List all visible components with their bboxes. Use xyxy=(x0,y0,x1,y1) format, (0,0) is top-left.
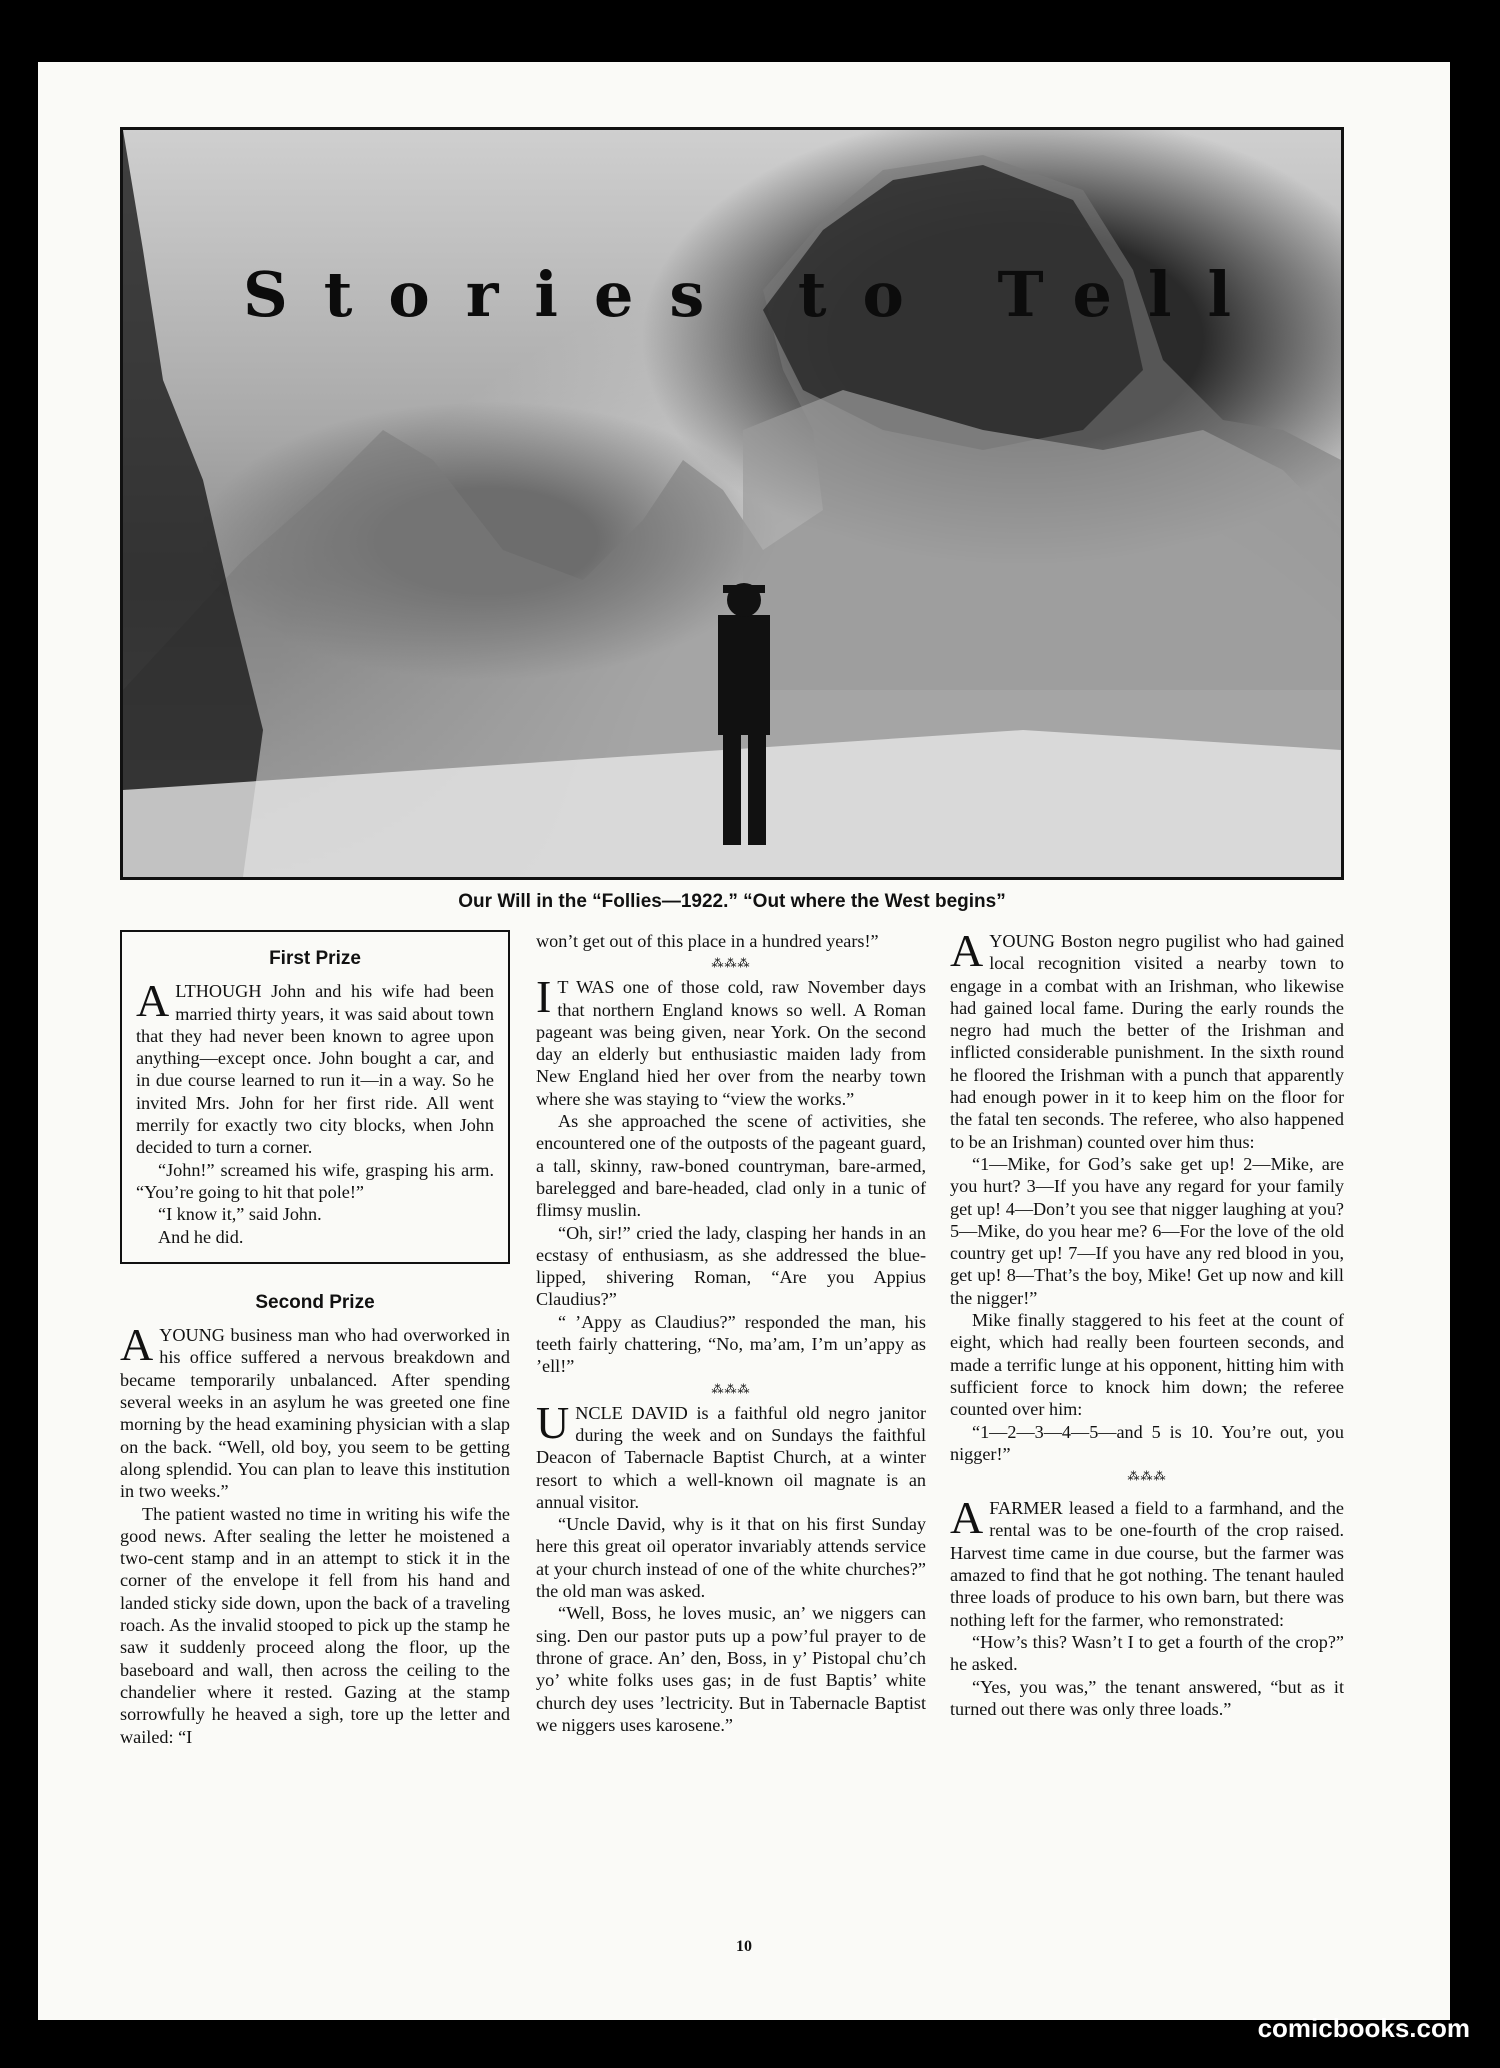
second-prize-heading: Second Prize xyxy=(255,1291,375,1313)
column-middle xyxy=(536,930,926,1736)
drop-cap: A xyxy=(950,1492,984,1544)
lead-word: YOUNG xyxy=(159,1325,225,1346)
uncle-david-paragraph: UNCLE DAVID is a faithful old negro janitor during the week and on Sundays the faithful Deacon of Tabernacle Baptist Church, at a winter resort to which a well-known oil magnate is an annual visitor. xyxy=(536,1396,927,1512)
lead-word: FARMER xyxy=(989,1498,1063,1519)
section-separator: ⁂⁂⁂ xyxy=(1127,1469,1167,1484)
drop-cap: A xyxy=(136,975,170,1027)
column-left xyxy=(120,930,510,1748)
farmer-story-paragraph: “How’s this? Wasn’t I to get a fourth of the crop?” he asked. xyxy=(950,1631,1344,1675)
uncle-david-paragraph: “Uncle David, why is it that on his first Sunday here this great oil operator invariably attends service at your church instead of one of the white churches?” the old man was asked. xyxy=(536,1514,926,1602)
lead-word: YOUNG xyxy=(989,931,1055,951)
roman-story-paragraph: “Oh, sir!” cried the lady, clasping her hands in an ecstasy of enthusiasm, as she addressed the blue-lipped, shivering Roman, “Are you Appius Claudius?” xyxy=(536,1222,926,1310)
section-separator: ⁂⁂⁂ xyxy=(711,1381,751,1396)
second-prize-paragraph: AYOUNG business man who had overworked in his office suffered a nervous breakdown and became temporarily unbalanced. After spending several weeks in an asylum he was greeted one fine morning by the head examining physician with a slap on the back. “Well, old boy, you seem to be getting along splendid. You can plan to leave this institution in two weeks.” xyxy=(120,1319,510,1502)
magazine-page xyxy=(38,62,1450,2020)
roman-story-paragraph: I T WAS one of those cold, raw November days that northern England knows so well. A Roman pageant was being given, near York. On the second day an elderly but enthusiastic maiden lady from New England hied her over from the nearby town where she was staying to “view the works.” xyxy=(536,971,926,1109)
page-number: 10 xyxy=(736,1938,752,1955)
lead-word: T WAS xyxy=(557,977,615,998)
first-prize-box xyxy=(120,930,510,1264)
lead-word: LTHOUGH xyxy=(175,981,262,1002)
second-prize-continued: won’t get out of this place in a hundred years!” xyxy=(536,931,879,951)
column-right xyxy=(950,925,1344,1720)
farmer-story-paragraph: AFARMER leased a field to a farmhand, and the rental was to be one-fourth of the crop raised. Harvest time came in due course, but the farmer was amazed to find that he got nothing. The tenant hauled three loads of produce to his own barn, but there was nothing left for the farmer, who remonstrated: xyxy=(950,1492,1344,1630)
drop-cap: U xyxy=(536,1396,570,1448)
header-photograph xyxy=(120,127,1344,880)
first-prize-paragraph: “I know it,” said John. xyxy=(158,1204,322,1225)
drop-cap: A xyxy=(950,925,984,976)
first-prize-heading: First Prize xyxy=(269,948,361,969)
roman-story-paragraph: As she approached the scene of activities, she encountered one of the outposts of the pageant guard, a tall, skinny, raw-boned countryman, bare-armed, barelegged and bare-headed, clad only in a tunic of flimsy muslin. xyxy=(536,1111,926,1221)
lead-word: NCLE DAVID xyxy=(575,1402,688,1423)
second-prize-paragraph: The patient wasted no time in writing his wife the good news. After sealing the letter he moistened a two-cent stamp and in an attempt to stick it in the corner of the envelope it fell from his hand and landed sticky side down, upon the back of a traveling roach. As the invalid stooped to pick up the stamp he saw it suddenly proceed along the floor, up the baseboard and wall, then across the ceiling to the chandelier where it rested. Gazing at the stamp sorrowfully he heaved a sigh, tore up the letter and wailed: “I xyxy=(120,1503,510,1747)
source-watermark: comicbooks.com xyxy=(1257,2013,1470,2043)
boxer-story-paragraph: “1—Mike, for God’s sake get up! 2—Mike, are you hurt? 3—If you have any regard for your family get up! 4—Don’t you see that nigger laughing at you? 5—Mike, do you hear me? 6—For the love of the old country get up! 7—If you have any red blood in you, get up! 8—That’s the boy, Mike! Get up now and kill the nigger!” xyxy=(950,1153,1344,1308)
first-prize-paragraph: And he did. xyxy=(158,1226,244,1247)
first-prize-paragraph: ALTHOUGH John and his wife had been married thirty years, it was said about town that they had never been known to agree upon anything—except once. John bought a car, and in due course learned to run it—in a way. So he invited Mrs. John for her first ride. All went merrily for exactly two city blocks, when John decided to turn a corner. xyxy=(136,975,494,1158)
drop-cap: I xyxy=(536,971,552,1023)
uncle-david-paragraph: “Well, Boss, he loves music, an’ we niggers can sing. Den our pastor puts up a pow’ful prayer to de throne of grace. An’ den, Boss, in y’ Pistopal chu’ch yo’ white folks uses gas; in de fust Baptis’ white church dey uses ’lectricity. But in Tabernacle Baptist we niggers uses karosene.” xyxy=(536,1603,926,1735)
boxer-story-paragraph: Mike finally staggered to his feet at the count of eight, which had really been fourteen seconds, and made a terrific lunge at his opponent, hitting him with sufficient force to knock him down; the referee counted over him: xyxy=(950,1310,1344,1420)
first-prize-paragraph: “John!” screamed his wife, grasping his arm. “You’re going to hit that pole!” xyxy=(136,1159,494,1202)
boxer-story-paragraph: “1—2—3—4—5—and 5 is 10. You’re out, you nigger!” xyxy=(950,1421,1344,1464)
farmer-story-paragraph: “Yes, you was,” the tenant answered, “but as it turned out there was only three loads.” xyxy=(950,1676,1344,1719)
photo-caption: Our Will in the “Follies—1922.” “Out where the West begins” xyxy=(458,891,1006,912)
roman-story-paragraph: “ ’Appy as Claudius?” responded the man, his teeth fairly chattering, “No, ma’am, I’m un’appy as ’ell!” xyxy=(536,1311,926,1377)
boxer-story-paragraph: AYOUNG Boston negro pugilist who had gained local recognition visited a nearby town to engage in a combat with an Irishman, who likewise had gained local fame. During the early rounds the negro had much the better of the Irishman and inflicted considerable punishment. In the sixth round he floored the Irishman with a punch that apparently had enough power in it to keep him on the floor for the fatal ten seconds. The referee, who also happened to be an Irishman) counted over him thus: xyxy=(950,925,1344,1152)
section-separator: ⁂⁂⁂ xyxy=(711,956,751,971)
drop-cap: A xyxy=(120,1319,154,1371)
mountain-scene-illustration xyxy=(123,130,1341,877)
page-title: Stories to Tell xyxy=(243,258,1268,331)
